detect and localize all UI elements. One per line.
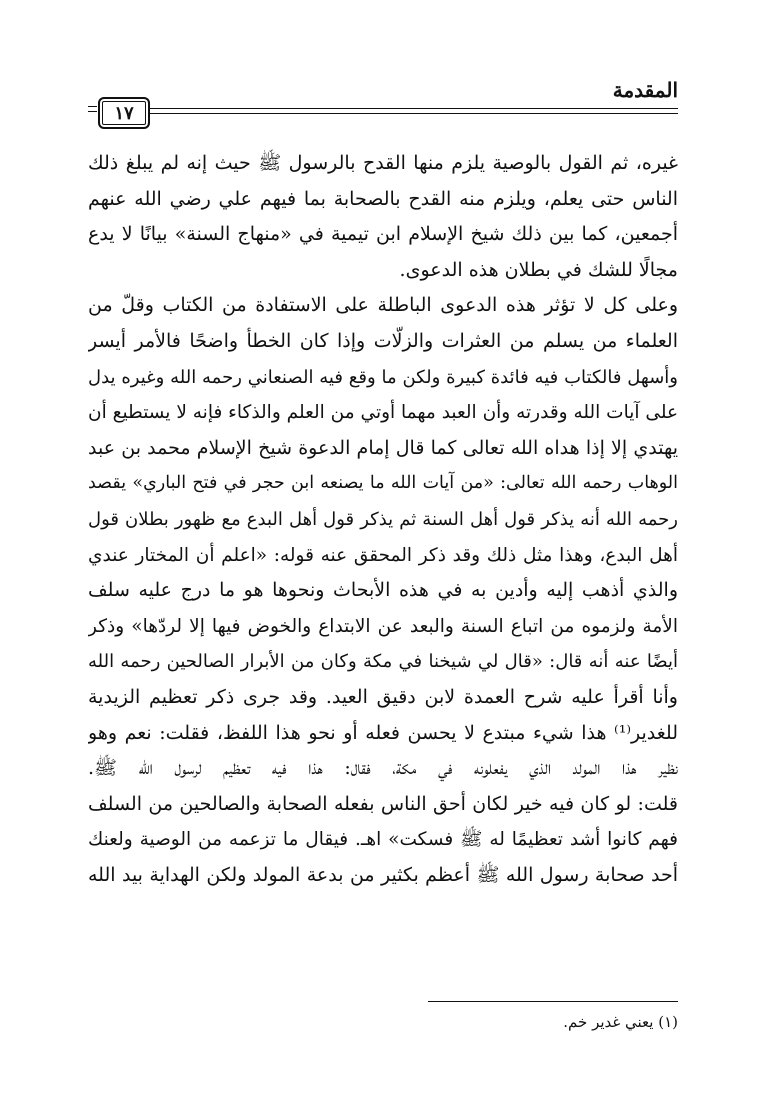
text-line: غيره، ثم القول بالوصية يلزم منها القدح بالرسول ﷺ حيث إنه لم يبلغ ذلك [88,152,678,174]
text-line: أهل البدع، وهذا مثل ذلك وقد ذكر المحقق عنه قوله: «اعلم أن المختار عندي [88,544,678,566]
text-line: رحمه الله أنه يذكر قول أهل السنة ثم يذكر قول أهل البدع مع ظهور بطلان قول [88,508,678,530]
text-line: قلت: لو كان فيه خير لكان أحق الناس بفعله الصحابة والصالحين من السلف [88,792,678,815]
text-line: العلماء من يسلم من العثرات والزلّات وإذا كان الخطأ واضحًا فالأمر أيسر [88,329,678,352]
text-line: نظير هذا المولد الذي يفعلونه في مكة، فقال: هذا فيه تعظيم لرسول الله ﷺ. [88,757,678,780]
text-line: الناس حتى يعلم، ويلزم منه القدح بالصحابة بما فيهم علي رضي الله عنهم [88,187,678,210]
text-line: الأمة ولزموه من اتباع السنة والبعد عن الابتداع والخوض فيها إلا لردّها» وذكر [88,615,678,637]
text-line: فهم كانوا أشد تعظيمًا له ﷺ فسكت» اهـ. فيقال ما تزعمه من الوصية ولعنك [88,829,678,851]
running-header-title: المقدمة [612,78,678,102]
text-line: الوهاب رحمه الله تعالى: «من آيات الله ما يصنعه ابن حجر في فتح الباري» يقصد [88,473,678,494]
text-line: على آيات الله وقدرته وأن العبد مهما أوتي من العلم والذكاء فإنه لا يستطيع أن [88,402,678,424]
header-rule [150,108,678,118]
text-line: وأسهل فالكتاب فيه فائدة كبيرة ولكن ما وقع فيه الصنعاني رحمه الله وغيره يدل [88,366,678,388]
text-line: للغدير⁽¹⁾ هذا شيء مبتدع لا يحسن فعله أو نحو هذا اللفظ، فقلت: نعم وهو [88,721,678,744]
page-number: ١٧ [98,97,150,129]
footnote: (١) يعني غدير خم. [563,1013,678,1031]
page-number-ornament [88,104,97,116]
body-text [88,146,678,893]
text-line: وعلى كل لا تؤثر هذه الدعوى الباطلة على الاستفادة من الكتاب وقلّ من [88,294,678,317]
text-line: والذي أذهب إليه وأدين به في هذه الأبحاث ونحوها هو ما درج عليه سلف [88,579,678,602]
text-line: وأنا أقرأ عليه شرح العمدة لابن دقيق العيد. وقد جرى ذكر تعظيم الزيدية [88,685,678,708]
text-line: أيضًا عنه أنه قال: «قال لي شيخنا في مكة وكان من الأبرار الصالحين رحمه الله [88,651,678,673]
footnote-rule [428,1001,678,1002]
text-line: يهتدي إلا إذا هداه الله تعالى كما قال إمام الدعوة شيخ الإسلام محمد بن عبد [88,436,678,459]
text-line: أجمعين، كما بين ذلك شيخ الإسلام ابن تيمية في «منهاج السنة» بيانًا لا يدع [88,223,678,246]
text-line: مجالًا للشك في بطلان هذه الدعوى. [399,258,678,281]
text-line: أحد صحابة رسول الله ﷺ أعظم بكثير من بدعة المولد ولكن الهداية بيد الله [88,863,678,886]
